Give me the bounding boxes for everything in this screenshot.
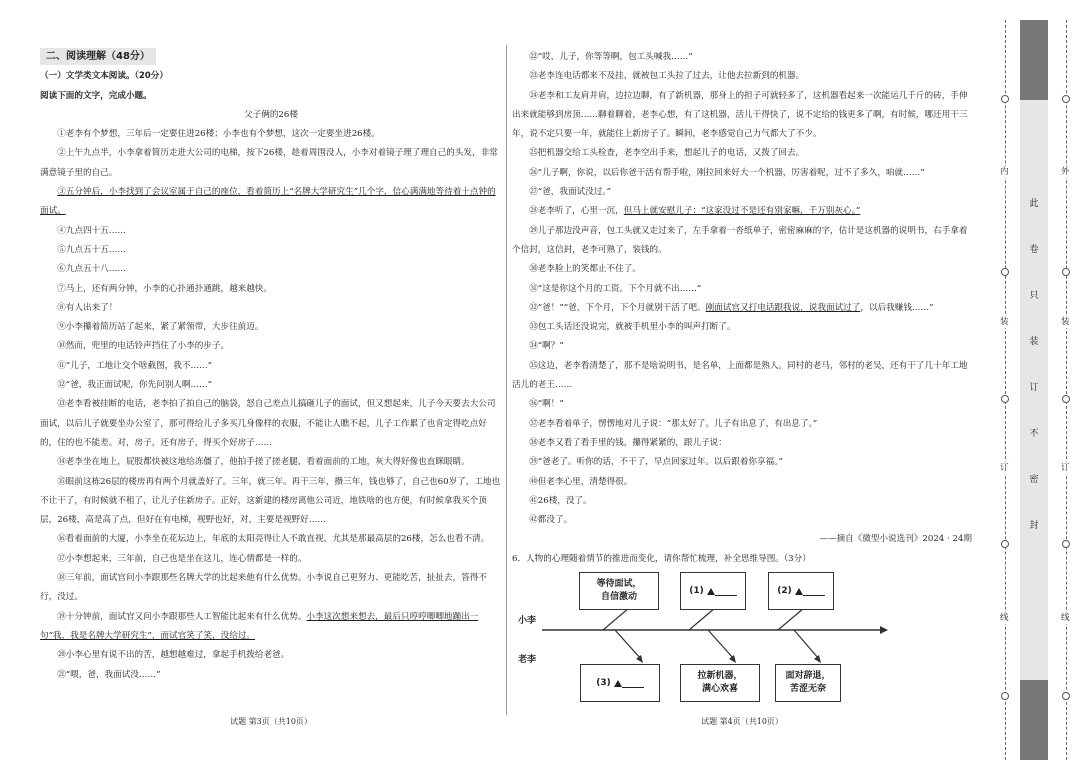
binding-band bbox=[1020, 20, 1048, 760]
paragraph: ⑭老李坐在地上，屁股都快被这地给冻僵了，他拍手搓了搓老腿，看着面前的工地，灰大得好像也直眯眼睛。 bbox=[57, 457, 470, 468]
paragraph: ㉟这边，老李看清楚了，那不是啥说明书，是名单，上面都是熟人。同村的老马，邻村的老吴，还有干了几十年工地活儿的老王…… bbox=[512, 360, 968, 391]
band-char: 不 bbox=[1029, 429, 1039, 439]
band-char: 此 bbox=[1029, 199, 1039, 209]
paragraph: ㉒“哎，儿子，你等等啊，包工头喊我……” bbox=[529, 52, 693, 62]
paragraph: ⑯看着面前的大厦，小李坐在花坛边上，年底的太阳亮得让人不敢直视，尤其是那最高层的26楼，怎么也看不清。 bbox=[57, 534, 490, 545]
branch-line bbox=[603, 608, 629, 630]
right-column bbox=[512, 48, 972, 569]
paragraph-text: ㉘老李听了，心里一沉， bbox=[529, 206, 624, 217]
outer-dashed-line bbox=[1066, 20, 1067, 760]
branch-arrowhead bbox=[814, 655, 821, 663]
paragraph: ⑫“爸，我正面试呢，你先问别人啊……” bbox=[57, 380, 213, 391]
question-6: 6．人物的心理随着情节的推进而变化，请你帮忙梳理，补全思维导图。（3分） bbox=[512, 553, 811, 564]
binding-hole-icon bbox=[1062, 268, 1070, 276]
binding-hole-icon bbox=[1062, 692, 1070, 700]
binding-label: 订 bbox=[1000, 463, 1009, 473]
page-footer: 试题 第4页（共10页） bbox=[701, 717, 783, 726]
answer-blank bbox=[715, 586, 737, 596]
binding-hole-icon bbox=[1001, 395, 1009, 403]
binding-label: 订 bbox=[1061, 463, 1070, 473]
paragraph: ⑳小李心里有说不出的苦，越想越难过，拿起手机拨给老爸。 bbox=[57, 650, 290, 661]
binding-label: 内 bbox=[1000, 167, 1009, 177]
paragraph: ⑩然而，兜里的电话铃声挡住了小李的步子。 bbox=[57, 341, 230, 352]
blank-number: (3) bbox=[596, 677, 611, 688]
band-char: 卷 bbox=[1029, 245, 1039, 255]
band-char: 订 bbox=[1029, 383, 1039, 393]
paragraph bbox=[512, 202, 972, 221]
binding-label: 装 bbox=[1000, 317, 1009, 327]
binding-hole-icon bbox=[1062, 395, 1070, 403]
mind-map-diagram bbox=[512, 563, 972, 713]
binding-hole-icon bbox=[1062, 540, 1070, 548]
left-column bbox=[40, 48, 502, 685]
binding-label: 线 bbox=[1061, 613, 1070, 623]
paragraph: ㊳老李又看了看手里的钱，攥得紧紧的，跟儿子说： bbox=[529, 437, 727, 448]
binding-hole-icon bbox=[1001, 540, 1009, 548]
paragraph: ㉔老李和工友肩并肩，边拉边聊，有了新机器，那身上的担子可就轻多了，这机器看起来一次能运几千斤的砖，手伸出来就能够到房顶……聊着聊着，老李心想，有了这机器，活儿干得快了，说不定给的钱更多了啊，有时候，哪还用干三年，说不定只要一年，就能住上新房子了。瞬间，老李感觉自己力气都大了不少。 bbox=[512, 90, 968, 140]
instruction: 阅读下面的文字，完成小题。 bbox=[40, 90, 152, 101]
branch-line bbox=[689, 608, 715, 630]
band-char: 装 bbox=[1029, 337, 1039, 347]
paragraph: ㉛“这是你这个月的工资。下个月就不出……” bbox=[529, 283, 702, 294]
page-divider bbox=[506, 45, 507, 715]
branch-line bbox=[778, 608, 804, 630]
binding-label: 装 bbox=[1061, 317, 1070, 327]
page-footer: 试题 第3页（共10页） bbox=[230, 717, 312, 726]
binding-hole-icon bbox=[1001, 268, 1009, 276]
paragraph: ⑨小李攥着简历站了起来，紧了紧领带，大步往前迈。 bbox=[57, 322, 264, 333]
branch-line bbox=[615, 630, 641, 659]
spine-arrowhead bbox=[880, 626, 888, 634]
paragraph: ㊵但老李心里，清楚得很。 bbox=[529, 476, 633, 487]
binding-hole-icon bbox=[1001, 95, 1009, 103]
blank-number: (1) bbox=[689, 585, 704, 596]
paragraph: ⑪“儿子，工地让交个啥截图，我不……” bbox=[57, 360, 213, 371]
sub-title: （一）文学类文本阅读。（20分） bbox=[40, 71, 168, 82]
paragraph: ㉕把机器交给工头检查，老李空出手来，想起儿子的电话，又拨了回去。 bbox=[529, 148, 805, 159]
answer-blank bbox=[622, 678, 644, 688]
node-blank-3[interactable] bbox=[580, 664, 660, 702]
story-title: 父子俩的26楼 bbox=[244, 109, 298, 120]
paragraph: ㉖“儿子啊，你说，以后你爸干活有帮手啦，刚拉回来好大一个机器，厉害着呢，过不了多久，咱就……” bbox=[529, 167, 925, 178]
binding-hole-icon bbox=[1001, 692, 1009, 700]
paragraph: ⑥九点五十八…… bbox=[57, 264, 126, 275]
paragraph: ②上午九点半，小李拿着简历走进大公司的电梯，按下26楼，趁着周围没人，小李对着镜子理了理自己的头发，非常满意镜子里的自己。 bbox=[40, 148, 498, 178]
paragraph bbox=[40, 608, 502, 647]
source-citation: ——摘自《微型小说选刊》2024 · 24期 bbox=[819, 534, 972, 545]
paragraph: ⑤九点五十五…… bbox=[57, 244, 126, 255]
paragraph: ㊷都没了。 bbox=[529, 515, 573, 526]
paragraph: ⑧有人出来了！ bbox=[57, 302, 118, 313]
paragraph: ㊱“啊！” bbox=[529, 399, 564, 410]
paragraph-text: ⑲十分钟前，面试官又问小李跟那些人工智能比起来有什么优势。 bbox=[57, 611, 307, 622]
right-page bbox=[512, 0, 972, 764]
paragraph: ㉞“啊？” bbox=[529, 341, 564, 352]
node-facing-dismissal: 面对辞退， 苦涩无奈 bbox=[775, 664, 841, 702]
paragraph: ㉝包工头话还没说完，就被手机里小李的叫声打断了。 bbox=[529, 322, 736, 333]
underlined-text: 但马上就安慰儿子：“这家没过不是还有别家嘛，千万别灰心。” bbox=[623, 206, 861, 217]
triangle-icon bbox=[707, 588, 715, 595]
paragraph: ㊲老李看着单子，愣愣地对儿子说：“那太好了。儿子有出息了，有出息了。” bbox=[529, 418, 818, 429]
answer-blank bbox=[803, 586, 825, 596]
node-blank-1[interactable] bbox=[680, 572, 746, 610]
paragraph-text: ，以后我赚钱……” bbox=[860, 302, 934, 313]
left-page bbox=[40, 0, 502, 764]
branch-line bbox=[794, 630, 819, 659]
paragraph: ㊴“爸老了。听你的话，不干了，早点回家过年。以后跟着你享福。” bbox=[529, 457, 783, 468]
branch-arrowhead bbox=[729, 655, 736, 663]
binding-label: 线 bbox=[1000, 613, 1009, 623]
paragraph: ㉓老李连电话都来不及挂，就被包工头拉了过去，让他去拉新到的机器。 bbox=[529, 71, 805, 82]
paragraph-underlined: ③五分钟后，小李找到了会议室属于自己的座位，看着简历上“名牌大学研究生”几个字，信心满满地等待着十点钟的面试。 bbox=[40, 187, 496, 217]
band-char: 封 bbox=[1029, 521, 1039, 531]
paragraph: ㉚老李脸上的笑都止不住了。 bbox=[529, 264, 641, 275]
section-title: 二、阅读理解（48分） bbox=[40, 48, 156, 65]
underlined-text: 小李这次想来想去，最后只哼哼唧唧地蹦出一句“我，我是名牌大学研究生”，面试官笑了笑，没给过。 bbox=[40, 611, 479, 641]
binding-hole-icon bbox=[1062, 95, 1070, 103]
paragraph: ㉑“喂，爸，我面试没……” bbox=[57, 669, 161, 680]
paragraph: ㉙儿子那边没声音，包工头就又走过来了，左手拿着一沓纸单子，密密麻麻的字，估计是这机器的说明书，右手拿着个信封，这信封，老李可熟了，装钱的。 bbox=[512, 225, 968, 255]
node-waiting-interview: 等待面试， 自信激动 bbox=[579, 572, 659, 610]
paragraph: ㊶26楼，没了。 bbox=[529, 495, 592, 506]
paragraph: ⑮眼前这栋26层的楼房再有两个月就盖好了。三年，就三年。再干三年，攒三年，钱也够了，自己也60岁了，工地也不让干了，有时候就不租了，让儿子住新房子。正好，这新建的楼房离他公司近，地铁啥的也方便，有时候拿我买个顶层，26楼，高是高了点，但好在有电梯，视野也好，对，主要是视野好…… bbox=[40, 476, 501, 526]
band-dark-top bbox=[1020, 20, 1048, 100]
band-char: 密 bbox=[1029, 475, 1039, 485]
branch-arrowhead bbox=[636, 655, 643, 663]
paragraph: ⑰小李想起来，三年前，自己也是坐在这儿，连心情都是一样的。 bbox=[57, 553, 307, 564]
binding-label: 外 bbox=[1061, 167, 1070, 177]
inner-dashed-line bbox=[1005, 20, 1006, 760]
node-pulling-machine: 拉新机器， 满心欢喜 bbox=[680, 664, 760, 702]
triangle-icon bbox=[795, 588, 803, 595]
band-char: 只 bbox=[1029, 291, 1039, 301]
band-dark-bottom bbox=[1020, 680, 1048, 760]
paragraph bbox=[512, 299, 972, 318]
triangle-icon bbox=[614, 680, 622, 687]
node-blank-2[interactable] bbox=[768, 572, 834, 610]
paragraph: ①老李有个梦想，三年后一定要住进26楼；小李也有个梦想，这次一定要坐进26楼。 bbox=[57, 129, 380, 140]
paragraph: ④九点四十五…… bbox=[57, 225, 126, 236]
underlined-text: 刚面试官又打电话跟我说，说我面试过了 bbox=[705, 302, 861, 313]
row-label-xiaoli: 小李 bbox=[518, 616, 537, 626]
paragraph: ⑦马上，还有两分钟，小李的心扑通扑通跳，越来越快。 bbox=[57, 283, 273, 294]
blank-number: (2) bbox=[777, 585, 792, 596]
paragraph: ⑬老李看被挂断的电话，老李拍了拍自己的脑袋，怒自己差点儿搞砸儿子的面试，但又想起来，儿子今天要去大公司面试，以后儿子就要坐办公室了，那可得给儿子多买几身像样的衣服，不能让人瞧不起，儿子工作累了也肯定得吃点好的，住的也不能差。对，房子，还有房子，得买个好房子…… bbox=[40, 399, 496, 448]
paragraph: ㉗“爸，我面试没过。” bbox=[529, 187, 612, 198]
paragraph: ⑱三年前，面试官问小李跟那些名牌大学的比起来他有什么优势。小李说自己更努力、更能吃苦，扯扯去，答得不行，没过。 bbox=[40, 573, 487, 603]
row-label-laoli: 老李 bbox=[518, 655, 537, 665]
paragraph-text: ㉜“爸！”“爸，下个月，下个月就别干活了吧。 bbox=[529, 302, 706, 313]
branch-line bbox=[708, 630, 734, 659]
